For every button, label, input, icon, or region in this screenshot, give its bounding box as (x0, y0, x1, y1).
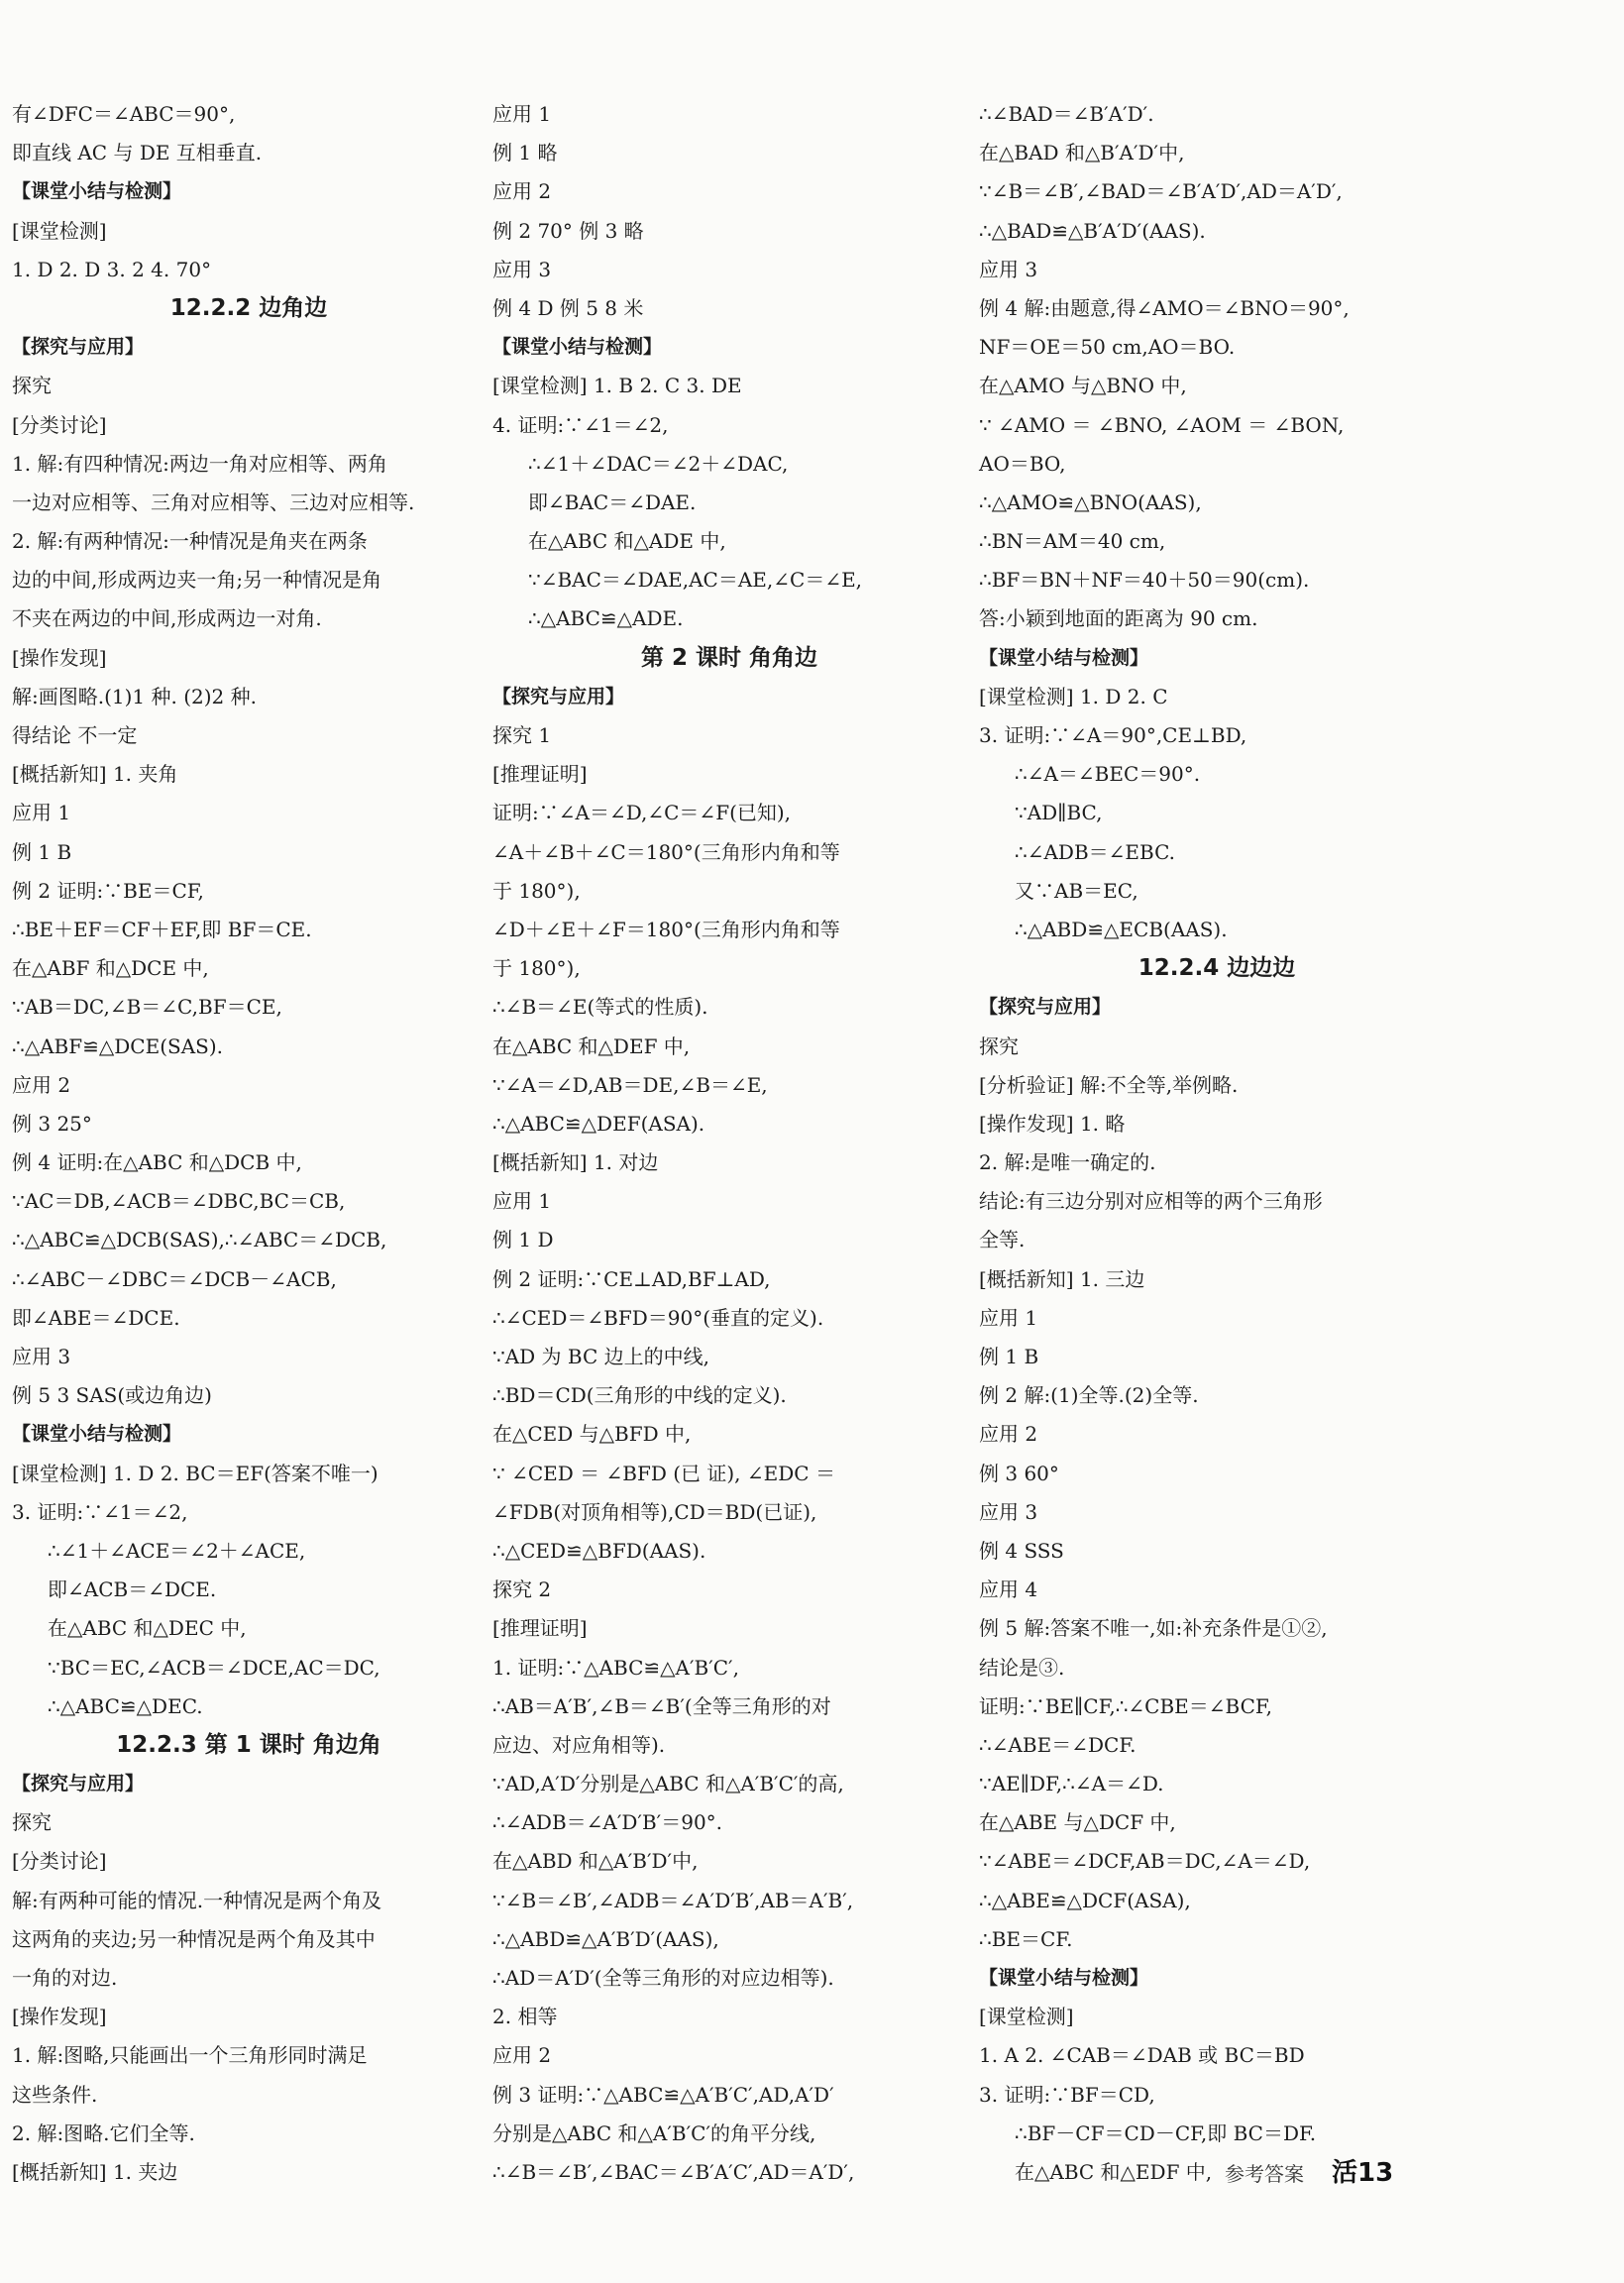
text-line: 解:画图略.(1)1 种. (2)2 种. (12, 684, 257, 708)
text-line: 应用 1 (12, 801, 71, 825)
text-line: 边的中间,形成两边夹一角;另一种情况是角 (12, 568, 382, 593)
text-line: 例 2 证明:∵CE⊥AD,BF⊥AD, (492, 1266, 771, 1291)
text-line: ∴△ABC≌△DEF(ASA). (492, 1111, 705, 1136)
text-line: 探究 (12, 1810, 52, 1835)
text-line: [课堂检测] (979, 2005, 1074, 2029)
text-line: 在△CED 与△BFD 中, (492, 1422, 692, 1447)
text-line: ∴△ABD≌△ECB(AAS). (1015, 917, 1228, 941)
text-line: AO＝BO, (979, 451, 1066, 476)
text-line: 应用 1 (492, 102, 552, 126)
text-line: 应用 1 (979, 1305, 1038, 1330)
text-line: 例 4 SSS (979, 1538, 1064, 1563)
text-line: 在△ABC 和△DEF 中, (492, 1033, 691, 1058)
text-line: 1. 解:有四种情况:两边一角对应相等、两角 (12, 451, 387, 476)
text-line: 在△ABC 和△EDF 中, (1015, 2159, 1213, 2184)
text-line: 例 4 D 例 5 8 米 (492, 295, 644, 320)
text-line: 例 4 证明:在△ABC 和△DCB 中, (12, 1150, 302, 1175)
text-line: ∴△ABC≌△ADE. (528, 606, 684, 631)
subsection-heading: 【探究与应用】 (12, 1773, 145, 1795)
text-line: ∴△CED≌△BFD(AAS). (492, 1538, 706, 1563)
subsection-heading: 【课堂小结与检测】 (12, 1423, 182, 1446)
text-line: 在△ABE 与△DCF 中, (979, 1810, 1176, 1835)
text-line: 例 1 B (979, 1345, 1039, 1368)
text-line: 1. A 2. ∠CAB＝∠DAB 或 BC＝BD (979, 2043, 1305, 2068)
text-line: ∴△ABC≌△DCB(SAS),∴∠ABC＝∠DCB, (12, 1228, 387, 1252)
subsection-heading: 【探究与应用】 (979, 996, 1112, 1019)
text-line: ∵∠A＝∠D,AB＝DE,∠B＝∠E, (492, 1072, 768, 1097)
text-line: ∴BF－CF＝CD－CF,即 BC＝DF. (1015, 2120, 1317, 2145)
text-line: [操作发现] (12, 645, 107, 670)
text-line: 3. 证明:∵∠A＝90°,CE⊥BD, (979, 723, 1247, 747)
text-line: 3. 证明:∵∠1＝∠2, (12, 1499, 188, 1524)
text-line: 解:有两种可能的情况.一种情况是两个角及 (12, 1888, 382, 1912)
text-line: [操作发现] 1. 略 (979, 1111, 1126, 1136)
text-line: 在△BAD 和△B′A′D′中, (979, 141, 1185, 165)
text-line: ∵AD∥BC, (1015, 801, 1103, 825)
text-line: 一角的对边. (12, 1966, 118, 1990)
text-line: 探究 (979, 1033, 1019, 1058)
text-line: 有∠DFC＝∠ABC＝90°, (12, 102, 236, 126)
text-line: ∴∠1＋∠DAC＝∠2＋∠DAC, (528, 451, 789, 476)
text-line: 例 2 70° 例 3 略 (492, 218, 644, 243)
text-line: 2. 解:是唯一确定的. (979, 1150, 1156, 1175)
text-line: [课堂检测] 1. B 2. C 3. DE (492, 374, 742, 398)
text-line: ∴△ABD≌△A′B′D′(AAS), (492, 1926, 719, 1951)
section-heading: 12.2.3 第 1 课时 角边角 (116, 1731, 381, 1758)
text-line: 探究 (12, 374, 52, 398)
text-line: 即∠ACB＝∠DCE. (48, 1577, 217, 1602)
text-line: ∴BD＝CD(三角形的中线的定义). (492, 1383, 787, 1408)
subsection-heading: 【课堂小结与检测】 (979, 646, 1149, 669)
text-line: ∴∠1＋∠ACE＝∠2＋∠ACE, (48, 1538, 306, 1563)
text-line: 即直线 AC 与 DE 互相垂直. (12, 141, 263, 165)
text-line: [概括新知] 1. 对边 (492, 1150, 659, 1175)
text-line: ∴∠ADB＝∠A′D′B′＝90°. (492, 1810, 723, 1835)
section-heading: 第 2 课时 角角边 (640, 644, 818, 671)
text-line: 2. 解:有两种情况:一种情况是角夹在两条 (12, 529, 368, 554)
text-line: 这两角的夹边;另一种情况是两个角及其中 (12, 1926, 376, 1951)
text-line: ∠D＋∠E＋∠F＝180°(三角形内角和等 (492, 917, 840, 941)
text-line: ∴AB＝A′B′,∠B＝∠B′(全等三角形的对 (492, 1693, 831, 1718)
text-line: 证明:∵∠A＝∠D,∠C＝∠F(已知), (492, 801, 792, 825)
text-line: ∵BC＝EC,∠ACB＝∠DCE,AC＝DC, (48, 1655, 380, 1680)
text-line: 应用 1 (492, 1189, 552, 1214)
text-line: 例 2 解:(1)全等.(2)全等. (979, 1383, 1199, 1408)
text-line: ∵ ∠AMO ＝ ∠BNO, ∠AOM ＝ ∠BON, (979, 412, 1345, 437)
text-line: 在△ABF 和△DCE 中, (12, 956, 209, 981)
text-line: 在△ABC 和△ADE 中, (528, 529, 726, 554)
text-line: [课堂检测] (12, 218, 107, 243)
text-line: 4. 证明:∵∠1＝∠2, (492, 412, 669, 437)
text-line: 在△ABD 和△A′B′D′中, (492, 1849, 699, 1874)
text-line: 全等. (979, 1228, 1026, 1252)
text-line: 应用 3 (979, 257, 1038, 281)
footer-label: 参考答案 (1225, 2162, 1304, 2186)
text-line: 应用 4 (979, 1577, 1038, 1602)
text-line: ∵∠B＝∠B′,∠BAD＝∠B′A′D′,AD＝A′D′, (979, 179, 1343, 204)
text-line: 例 5 解:答案不唯一,如:补充条件是①②, (979, 1616, 1328, 1641)
text-line: 答:小颖到地面的距离为 90 cm. (979, 606, 1258, 631)
text-line: ∵AB＝DC,∠B＝∠C,BF＝CE, (12, 995, 282, 1020)
section-heading: 12.2.4 边边边 (1137, 955, 1296, 982)
text-line: 例 3 证明:∵△ABC≌△A′B′C′,AD,A′D′ (492, 2082, 834, 2107)
text-line: ∵AD,A′D′分别是△ABC 和△A′B′C′的高, (492, 1772, 844, 1796)
text-line: ∴∠B＝∠B′,∠BAC＝∠B′A′C′,AD＝A′D′, (492, 2159, 855, 2184)
text-line: ∴BE＝CF. (979, 1926, 1073, 1951)
text-line: 应边、对应角相等). (492, 1732, 666, 1757)
subsection-heading: 【探究与应用】 (492, 685, 625, 707)
text-line: [推理证明] (492, 762, 588, 787)
text-line: ∴AD＝A′D′(全等三角形的对应边相等). (492, 1966, 834, 1990)
column-right (979, 95, 1455, 2192)
text-line: 结论是③. (979, 1655, 1065, 1680)
text-line: 即∠ABE＝∠DCE. (12, 1305, 180, 1330)
subsection-heading: 【课堂小结与检测】 (12, 180, 182, 203)
text-line: 得结论 不一定 (12, 723, 138, 747)
text-line: 例 1 D (492, 1228, 554, 1252)
text-line: [概括新知] 1. 夹边 (12, 2159, 178, 2184)
page-footer (1225, 2152, 1393, 2189)
text-line: [概括新知] 1. 夹角 (12, 762, 178, 787)
text-line: 1. D 2. D 3. 2 4. 70° (12, 257, 212, 281)
text-line: ∴∠B＝∠E(等式的性质). (492, 995, 708, 1020)
text-line: 应用 2 (492, 2043, 552, 2068)
subsection-heading: 【课堂小结与检测】 (492, 336, 663, 359)
text-line: [分类讨论] (12, 1849, 107, 1874)
text-line: 应用 2 (492, 179, 552, 204)
text-line: ∴△ABF≌△DCE(SAS). (12, 1033, 224, 1058)
text-line: [分析验证] 解:不全等,举例略. (979, 1072, 1239, 1097)
text-line: 例 2 证明:∵BE＝CF, (12, 878, 204, 903)
text-line: ∴∠A＝∠BEC＝90°. (1015, 762, 1201, 787)
text-line: [操作发现] (12, 2005, 107, 2029)
text-line: 应用 3 (979, 1499, 1038, 1524)
text-line: ∴∠ABE＝∠DCF. (979, 1732, 1137, 1757)
text-line: 即∠BAC＝∠DAE. (528, 489, 697, 514)
text-line: 分别是△ABC 和△A′B′C′的角平分线, (492, 2120, 816, 2145)
text-line: ∵∠BAC＝∠DAE,AC＝AE,∠C＝∠E, (528, 568, 863, 593)
text-line: ∵AD 为 BC 边上的中线, (492, 1345, 710, 1368)
text-line: 3. 证明:∵BF＝CD, (979, 2082, 1155, 2107)
text-line: [课堂检测] 1. D 2. C (979, 684, 1168, 708)
text-line: ∴△ABC≌△DEC. (48, 1693, 203, 1718)
text-line: 于 180°), (492, 878, 581, 903)
column-left (12, 95, 486, 2192)
text-line: ∵∠B＝∠B′,∠ADB＝∠A′D′B′,AB＝A′B′, (492, 1888, 854, 1912)
text-line: ∵AC＝DB,∠ACB＝∠DBC,BC＝CB, (12, 1189, 346, 1214)
text-line: ∠A＋∠B＋∠C＝180°(三角形内角和等 (492, 839, 840, 864)
text-line: 例 3 25° (12, 1111, 92, 1136)
text-line: ∴BF＝BN＋NF＝40＋50＝90(cm). (979, 568, 1310, 593)
text-line: 1. 证明:∵△ABC≌△A′B′C′, (492, 1655, 739, 1680)
page-number: 活13 (1332, 2158, 1394, 2188)
text-line: 探究 2 (492, 1577, 552, 1602)
text-line: [推理证明] (492, 1616, 588, 1641)
text-line: ∵∠ABE＝∠DCF,AB＝DC,∠A＝∠D, (979, 1849, 1311, 1874)
text-line: [概括新知] 1. 三边 (979, 1266, 1145, 1291)
text-line: ∴△ABE≌△DCF(ASA), (979, 1888, 1191, 1912)
text-line: ∴△BAD≌△B′A′D′(AAS). (979, 218, 1206, 243)
text-line: ∴BN＝AM＝40 cm, (979, 529, 1166, 554)
text-line: 在△AMO 与△BNO 中, (979, 374, 1187, 398)
text-line: 一边对应相等、三角对应相等、三边对应相等. (12, 489, 415, 514)
text-line: 例 3 60° (979, 1461, 1059, 1485)
text-line: 探究 1 (492, 723, 552, 747)
text-line: 应用 3 (12, 1345, 71, 1368)
text-line: 这些条件. (12, 2082, 98, 2107)
text-line: 例 5 3 SAS(或边角边) (12, 1383, 212, 1408)
text-line: 应用 2 (979, 1422, 1038, 1447)
text-line: ∴BE＋EF＝CF＋EF,即 BF＝CE. (12, 917, 312, 941)
subsection-heading: 【探究与应用】 (12, 336, 145, 359)
column-middle (492, 95, 966, 2192)
subsection-heading: 【课堂小结与检测】 (979, 1967, 1149, 1989)
text-line: 在△ABC 和△DEC 中, (48, 1616, 247, 1641)
text-line: 2. 解:图略.它们全等. (12, 2120, 195, 2145)
text-line: ∴∠ABC－∠DBC＝∠DCB－∠ACB, (12, 1266, 337, 1291)
text-line: 例 1 略 (492, 141, 558, 165)
text-line: 例 4 解:由题意,得∠AMO＝∠BNO＝90°, (979, 295, 1350, 320)
text-line: ∠FDB(对顶角相等),CD＝BD(已证), (492, 1499, 817, 1524)
text-line: 不夹在两边的中间,形成两边一对角. (12, 606, 322, 631)
text-line: ∴∠CED＝∠BFD＝90°(垂直的定义). (492, 1305, 824, 1330)
text-line: ∴∠BAD＝∠B′A′D′. (979, 102, 1154, 126)
text-line: 例 1 B (12, 839, 72, 864)
text-line: [分类讨论] (12, 412, 107, 437)
text-line: ∵ ∠CED ＝ ∠BFD (已 证), ∠EDC ＝ (492, 1461, 835, 1485)
text-line: 2. 相等 (492, 2005, 558, 2029)
text-line: ∴∠ADB＝∠EBC. (1015, 839, 1176, 864)
text-line: [课堂检测] 1. D 2. BC＝EF(答案不唯一) (12, 1461, 379, 1485)
text-line: 于 180°), (492, 956, 581, 981)
text-line: 证明:∵BE∥CF,∴∠CBE＝∠BCF, (979, 1693, 1273, 1718)
text-line: 应用 3 (492, 257, 552, 281)
text-line: 应用 2 (12, 1072, 71, 1097)
text-line: 1. 解:图略,只能画出一个三角形同时满足 (12, 2043, 368, 2068)
text-line: NF＝OE＝50 cm,AO＝BO. (979, 335, 1236, 360)
text-line: 结论:有三边分别对应相等的两个三角形 (979, 1189, 1323, 1214)
text-line: ∵AE∥DF,∴∠A＝∠D. (979, 1772, 1164, 1796)
text-line: ∴△AMO≌△BNO(AAS), (979, 489, 1202, 514)
section-heading: 12.2.2 边角边 (169, 294, 328, 321)
text-line: 又∵AB＝EC, (1015, 878, 1138, 903)
